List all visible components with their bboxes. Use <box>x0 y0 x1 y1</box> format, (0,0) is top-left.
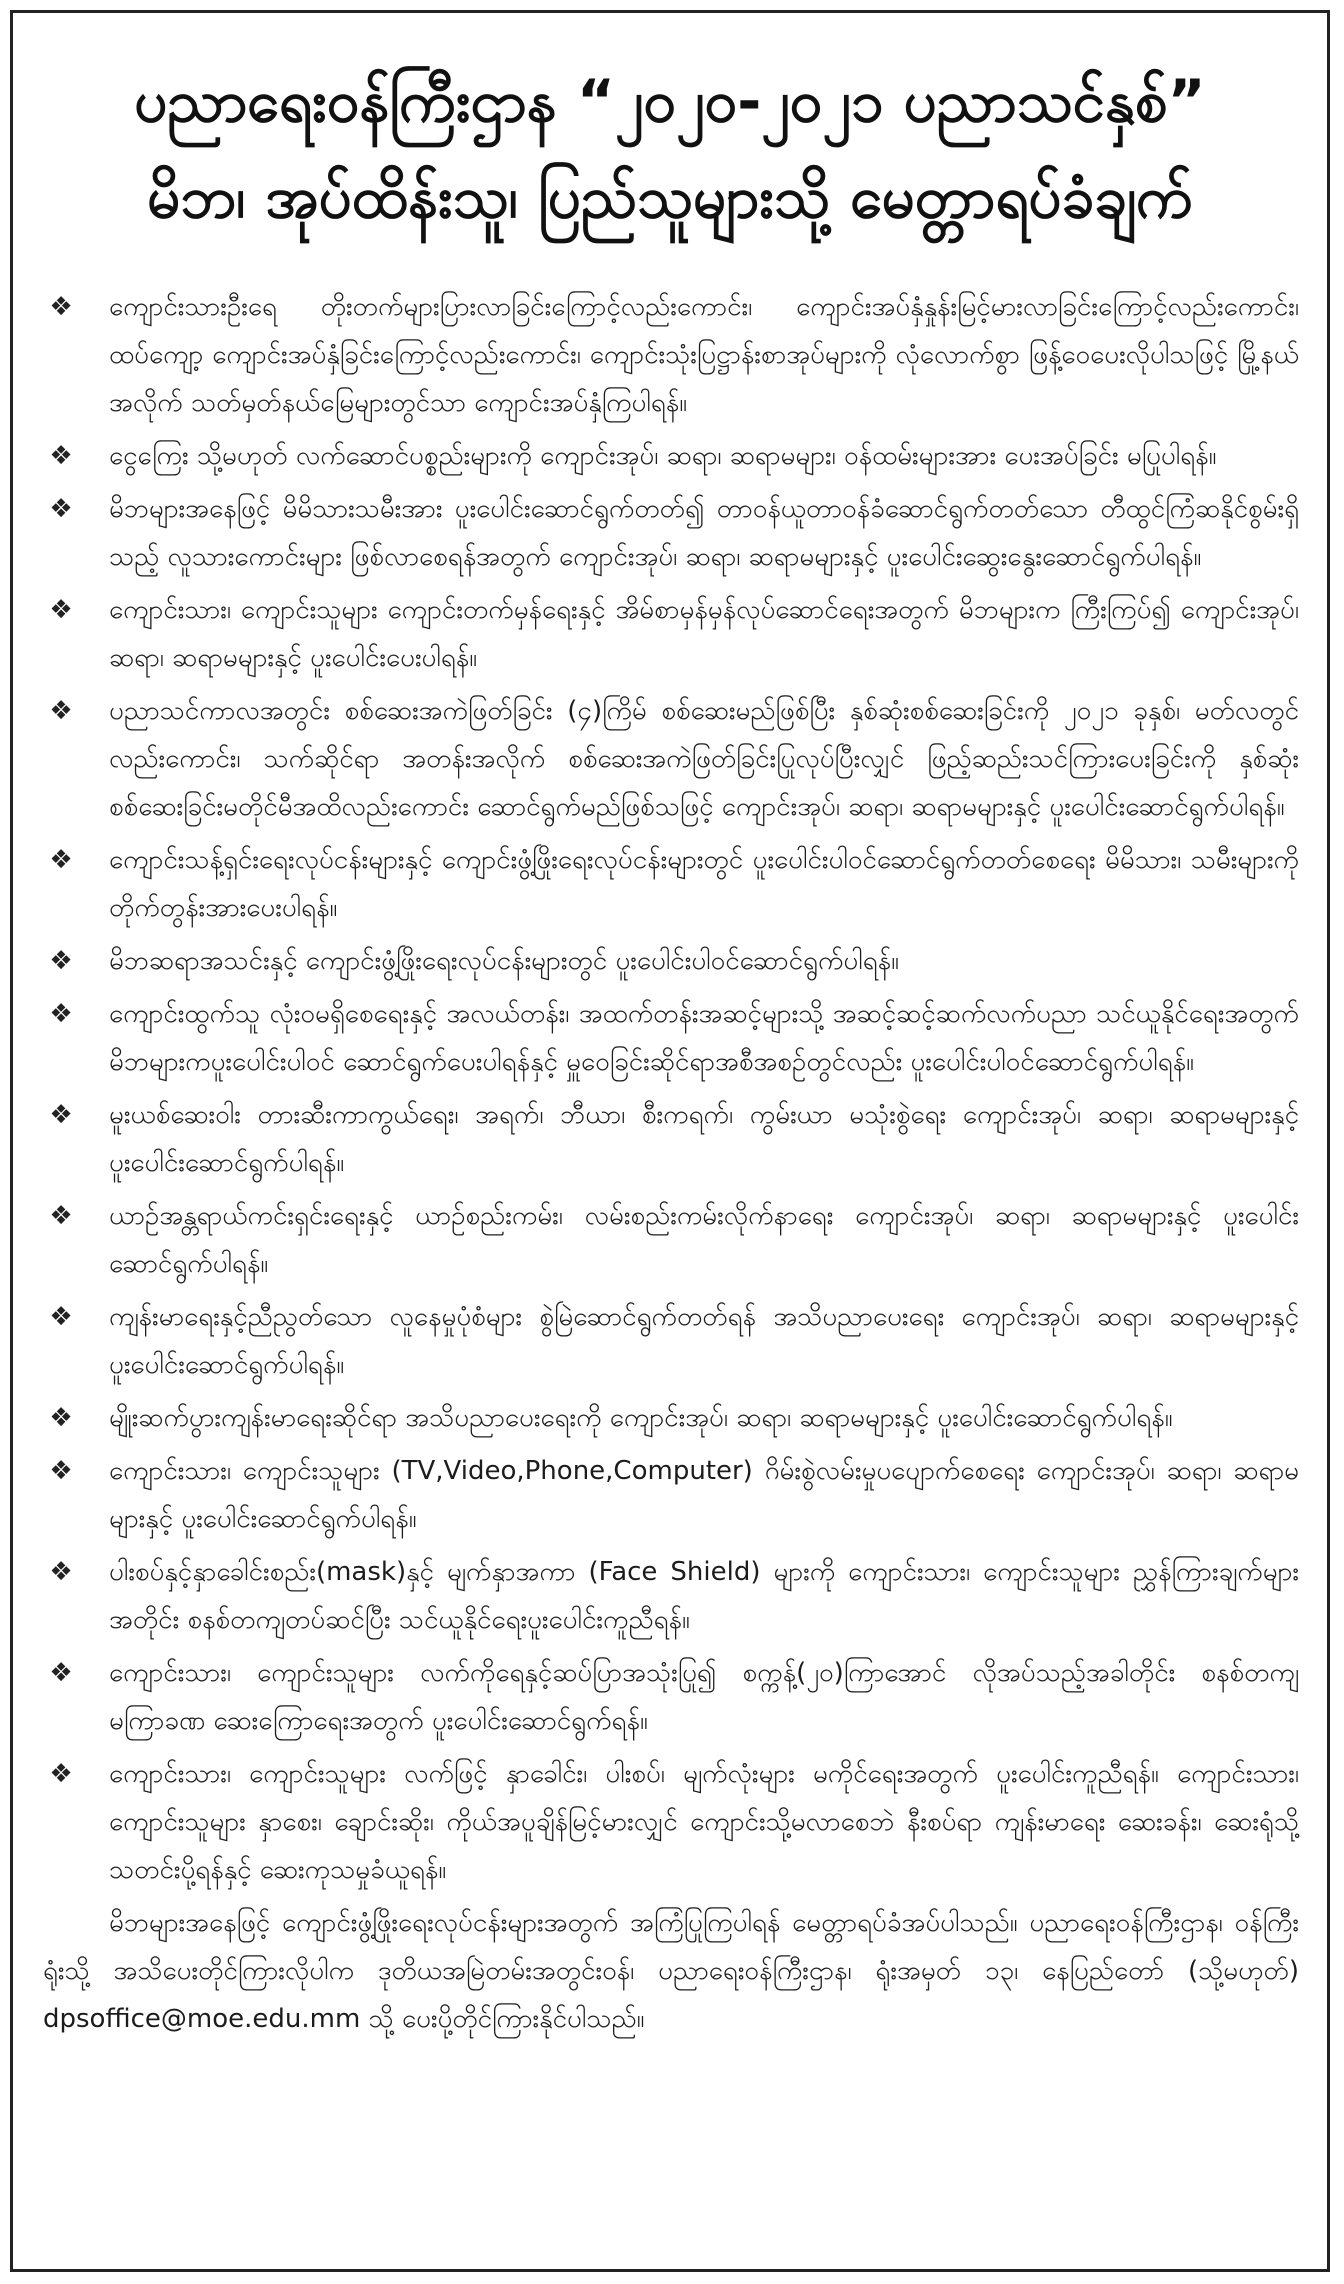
list-item-text: မျိုးဆက်ပွားကျန်းမာရေးဆိုင်ရာ အသိပညာပေးရေးကို ကျောင်းအုပ်၊ ဆရာ၊ ဆရာမများနှင့် ပူးပေါင်းဆောင်ရွက်ပါရန်။ <box>109 1403 1173 1433</box>
diamond-bullet-icon: ❖ <box>49 696 73 726</box>
diamond-bullet-icon: ❖ <box>49 595 73 625</box>
list-item <box>13 937 1299 985</box>
list-item <box>13 283 1299 427</box>
diamond-bullet-icon: ❖ <box>49 1759 73 1789</box>
diamond-bullet-icon: ❖ <box>49 1456 73 1486</box>
list-item-text: မိဘများအနေဖြင့် မိမိသားသမီးအား ပူးပေါင်းဆောင်ရွက်တတ်၍ တာဝန်ယူတာဝန်ခံဆောင်ရွက်တတ်သော တီထွင်ကြံဆနိုင်စွမ်းရှိသည့် လူသားကောင်းများ ဖြစ်လာစေရန်အတွက် ကျောင်းအုပ်၊ ဆရာ၊ ဆရာမများနှင့် ပူးပေါင်းဆွေးနွေးဆောင်ရွက်ပါရန်။ <box>109 494 1299 572</box>
request-list <box>13 283 1327 1894</box>
list-item-text: ကျောင်းသား၊ ကျောင်းသူများ လက်ကိုရေနှင့်ဆပ်ပြာအသုံးပြု၍ စက္ကန့်(၂၀)ကြာအောင် လိုအပ်သည့်အခါတိုင်း စနစ်တကျ မကြာခဏ ဆေးကြောရေးအတွက် ပူးပေါင်းဆောင်ရွက်ရန်။ <box>109 1658 1299 1736</box>
list-item-text: ကျောင်းသား၊ ကျောင်းသူများ လက်ဖြင့် နှာခေါင်း၊ ပါးစပ်၊ မျက်လုံးများ မကိုင်ရေးအတွက် ပူးပေါင်းကူညီရန်။ ကျောင်းသား၊ ကျောင်းသူများ နှာစေး၊ ချောင်းဆိုး၊ ကိုယ်အပူချိန်မြင့်မားလျှင် ကျောင်းသို့မလာစေဘဲ နီးစပ်ရာ ကျန်းမာရေး ဆေးခန်း၊ ဆေးရုံသို့ သတင်းပို့ရန်နှင့် ဆေးကုသမှုခံယူရန်။ <box>109 1759 1299 1885</box>
list-item-text: ကျောင်းသား၊ ကျောင်းသူများ (TV,Video,Phone,Computer) ဂိမ်းစွဲလမ်းမှုပပျောက်စေရေး ကျောင်းအုပ်၊ ဆရာ၊ ဆရာမများနှင့် ပူးပေါင်းဆောင်ရွက်ပါရန်။ <box>109 1456 1299 1534</box>
list-item <box>13 1394 1299 1442</box>
list-item <box>13 485 1299 581</box>
list-item-text: ပါးစပ်နှင့်နှာခေါင်းစည်း(mask)နှင့် မျက်နှာအကာ (Face Shield) များကို ကျောင်းသား၊ ကျောင်းသူများ ညွှန်ကြားချက်များအတိုင်း စနစ်တကျတပ်ဆင်ပြီး သင်ယူနိုင်ရေးပူးပေါင်းကူညီရန်။ <box>109 1557 1299 1635</box>
list-item <box>13 1649 1299 1745</box>
diamond-bullet-icon: ❖ <box>49 1201 73 1231</box>
diamond-bullet-icon: ❖ <box>49 1658 73 1688</box>
list-item <box>13 1750 1299 1894</box>
list-item <box>13 990 1299 1086</box>
list-item-text: မိဘဆရာအသင်းနှင့် ကျောင်းဖွံ့ဖြိုးရေးလုပ်ငန်းများတွင် ပူးပေါင်းပါဝင်ဆောင်ရွက်ပါရန်။ <box>109 946 899 976</box>
list-item-text: ကျောင်းသား၊ ကျောင်းသူများ ကျောင်းတက်မှန်ရေးနှင့် အိမ်စာမှန်မှန်လုပ်ဆောင်ရေးအတွက် မိဘများက ကြီးကြပ်၍ ကျောင်းအုပ်၊ ဆရာ၊ ဆရာမများနှင့် ပူးပေါင်းပေးပါရန်။ <box>109 595 1299 673</box>
diamond-bullet-icon: ❖ <box>49 845 73 875</box>
list-item-text: ကျန်းမာရေးနှင့်ညီညွတ်သော လူနေမှုပုံစံများ စွဲမြဲဆောင်ရွက်တတ်ရန် အသိပညာပေးရေး ကျောင်းအုပ်၊ ဆရာ၊ ဆရာမများနှင့် ပူးပေါင်းဆောင်ရွက်ပါရန်။ <box>109 1302 1299 1380</box>
list-item-text: ကျောင်းသန့်ရှင်းရေးလုပ်ငန်းများနှင့် ကျောင်းဖွံ့ဖြိုးရေးလုပ်ငန်းများတွင် ပူးပေါင်းပါဝင်ဆောင်ရွက်တတ်စေရေး မိမိသား၊ သမီးများကို တိုက်တွန်းအားပေးပါရန်။ <box>109 845 1299 923</box>
notice-document <box>10 10 1330 2272</box>
list-item <box>13 687 1299 831</box>
list-item <box>13 1293 1299 1389</box>
closing-paragraph: မိဘများအနေဖြင့် ကျောင်းဖွံ့ဖြိုးရေးလုပ်ငန်းများအတွက် အကြံပြုကြပါရန် မေတ္တာရပ်ခံအပ်ပါသည်။ ပညာရေးဝန်ကြီးဌာန၊ ဝန်ကြီးရုံးသို့ အသိပေးတိုင်ကြားလိုပါက ဒုတိယအမြဲတမ်းအတွင်းဝန်၊ ပညာရေးဝန်ကြီးဌာန၊ ရုံးအမှတ် ၁၃၊ နေပြည်တော် (သို့မဟုတ်) dpsoffice@moe.edu.mm သို့ ပေးပို့တိုင်ကြားနိုင်ပါသည်။ <box>43 1908 1299 2034</box>
diamond-bullet-icon: ❖ <box>49 292 73 322</box>
diamond-bullet-icon: ❖ <box>49 1302 73 1332</box>
diamond-bullet-icon: ❖ <box>49 1403 73 1433</box>
diamond-bullet-icon: ❖ <box>49 999 73 1029</box>
list-item-text: ငွေကြေး သို့မဟုတ် လက်ဆောင်ပစ္စည်းများကို ကျောင်းအုပ်၊ ဆရာ၊ ဆရာမများ၊ ဝန်ထမ်းများအား ပေးအပ်ခြင်း မပြုပါရန်။ <box>109 441 1217 471</box>
list-item <box>13 836 1299 932</box>
list-item-text: ယာဉ်အန္တရာယ်ကင်းရှင်းရေးနှင့် ယာဉ်စည်းကမ်း၊ လမ်းစည်းကမ်းလိုက်နာရေး ကျောင်းအုပ်၊ ဆရာ၊ ဆရာမများနှင့် ပူးပေါင်းဆောင်ရွက်ပါရန်။ <box>109 1201 1299 1279</box>
title-line-2: မိဘ၊ အုပ်ထိန်းသူ၊ ပြည်သူများသို့ မေတ္တာရပ်ခံချက် <box>147 163 1193 231</box>
list-item-text: ကျောင်းထွက်သူ လုံးဝမရှိစေရေးနှင့် အလယ်တန်း၊ အထက်တန်းအဆင့်များသို့ အဆင့်ဆင့်ဆက်လက်ပညာ သင်ယူနိုင်ရေးအတွက် မိဘများကပူးပေါင်းပါဝင် ဆောင်ရွက်ပေးပါရန်နှင့် မှူဝေခြင်းဆိုင်ရာအစီအစဉ်တွင်လည်း ပူးပေါင်းပါဝင်ဆောင်ရွက်ပါရန်။ <box>109 999 1299 1077</box>
list-item <box>13 1091 1299 1187</box>
list-item-text: ကျောင်းသားဦးရေ တိုးတက်များပြားလာခြင်းကြောင့်လည်းကောင်း၊ ကျောင်းအပ်နှံနှုန်းမြင့်မားလာခြင်းကြောင့်လည်းကောင်း၊ ထပ်ကျော့ ကျောင်းအပ်နှံခြင်းကြောင့်လည်းကောင်း၊ ကျောင်းသုံးပြဋ္ဌာန်းစာအုပ်များကို လုံလောက်စွာ ဖြန့်ဝေပေးလိုပါသဖြင့် မြို့နယ်အလိုက် သတ်မှတ်နယ်မြေများတွင်သာ ကျောင်းအပ်နှံကြပါရန်။ <box>109 292 1299 418</box>
list-item <box>13 586 1299 682</box>
title-block <box>13 13 1327 283</box>
list-item-text: ပညာသင်ကာလအတွင်း စစ်ဆေးအကဲဖြတ်ခြင်း (၄)ကြိမ် စစ်ဆေးမည်ဖြစ်ပြီး နှစ်ဆုံးစစ်ဆေးခြင်းကို ၂၀၂၁ ခုနှစ်၊ မတ်လတွင် လည်းကောင်း၊ သက်ဆိုင်ရာ အတန်းအလိုက် စစ်ဆေးအကဲဖြတ်ခြင်းပြုလုပ်ပြီးလျှင် ဖြည့်ဆည်းသင်ကြားပေးခြင်းကို နှစ်ဆုံး စစ်ဆေးခြင်းမတိုင်မီအထိလည်းကောင်း ဆောင်ရွက်မည်ဖြစ်သဖြင့် ကျောင်းအုပ်၊ ဆရာ၊ ဆရာမများနှင့် ပူးပေါင်းဆောင်ရွက်ပါရန်။ <box>109 696 1299 822</box>
list-item <box>13 432 1299 480</box>
diamond-bullet-icon: ❖ <box>49 1100 73 1130</box>
diamond-bullet-icon: ❖ <box>49 946 73 976</box>
list-item <box>13 1447 1299 1543</box>
diamond-bullet-icon: ❖ <box>49 441 73 471</box>
diamond-bullet-icon: ❖ <box>49 494 73 524</box>
list-item <box>13 1548 1299 1644</box>
diamond-bullet-icon: ❖ <box>49 1557 73 1587</box>
title-line-1: ပညာရေးဝန်ကြီးဌာန “၂၀၂၀-၂၀၂၁ ပညာသင်နှစ်” <box>134 67 1206 135</box>
list-item <box>13 1192 1299 1288</box>
list-item-text: မူးယစ်ဆေးဝါး တားဆီးကာကွယ်ရေး၊ အရက်၊ ဘီယာ၊ စီးကရက်၊ ကွမ်းယာ မသုံးစွဲရေး ကျောင်းအုပ်၊ ဆရာ၊ ဆရာမများနှင့် ပူးပေါင်းဆောင်ရွက်ပါရန်။ <box>109 1100 1299 1178</box>
